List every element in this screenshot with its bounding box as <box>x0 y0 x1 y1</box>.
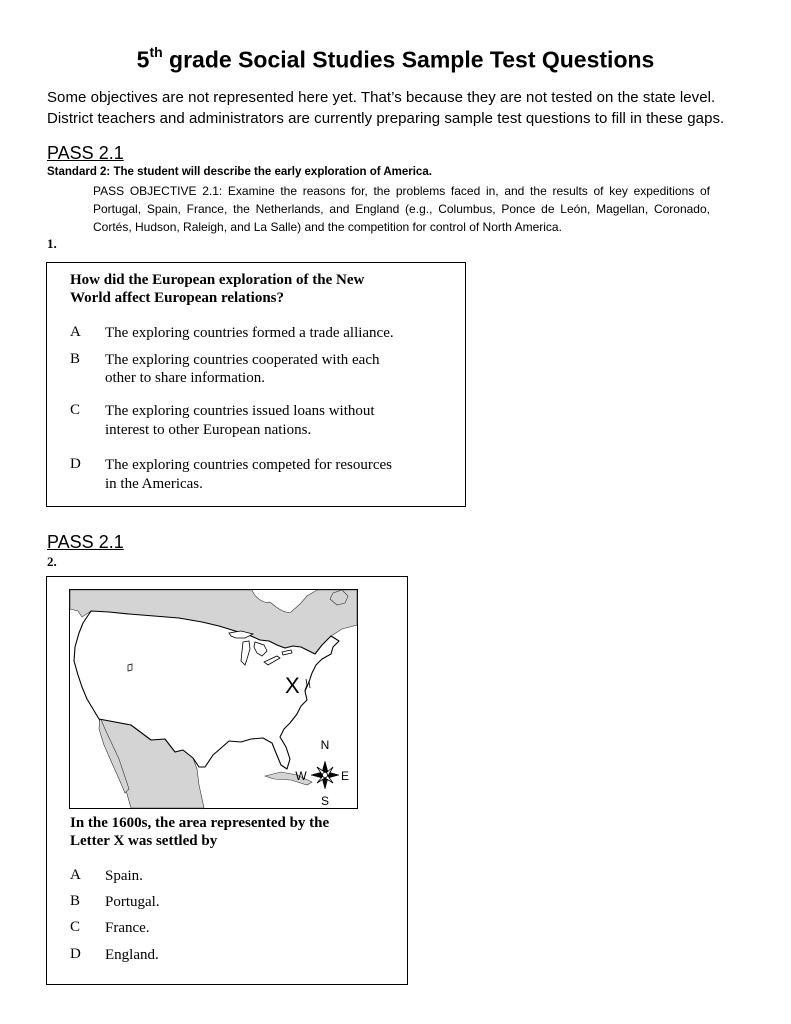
section-heading-pass-1: PASS 2.1 <box>47 143 124 163</box>
title-text: grade Social Studies Sample Test Questions <box>162 46 655 73</box>
question-1-choice-c-letter: C <box>70 402 81 418</box>
question-2-choice-a-text: Spain. <box>105 868 143 884</box>
great-salt-lake <box>128 664 132 671</box>
question-1-choice-c-text-1: The exploring countries issued loans without <box>105 403 375 419</box>
question-2-choice-b-text: Portugal. <box>105 894 160 910</box>
question-1-choice-b-letter: B <box>70 351 81 367</box>
title-grade-superscript: th <box>149 44 163 60</box>
intro-line-2: District teachers and administrators are currently preparing sample test questions to fill in these gaps. <box>47 110 725 127</box>
question-1-choice-a-text: The exploring countries formed a trade alliance. <box>105 325 394 341</box>
compass-south-label: S <box>320 794 330 808</box>
question-1-stem-line-1: How did the European exploration of the New <box>70 272 365 288</box>
question-1-number: 1. <box>47 236 57 251</box>
question-2-choice-c-letter: C <box>70 919 81 935</box>
compass-center <box>322 772 327 777</box>
question-2-choice-a-letter: A <box>70 867 81 883</box>
question-2-choice-d-text: England. <box>105 947 159 963</box>
section-heading-pass-2: PASS 2.1 <box>47 532 124 552</box>
question-2-stem-line-1: In the 1600s, the area represented by the <box>70 815 330 831</box>
compass-west-label: W <box>295 769 307 783</box>
question-1-choice-d-letter: D <box>70 456 81 472</box>
question-1-choice-d-text-2: in the Americas. <box>105 476 203 492</box>
question-1-choice-c-text-2: interest to other European nations. <box>105 422 312 438</box>
intro-line-1: Some objectives are not represented here yet. That’s because they are not tested on the state level. <box>47 89 716 106</box>
map-marker-x: X <box>285 673 300 698</box>
title-grade-number: 5 <box>136 46 150 73</box>
question-2-choice-d-letter: D <box>70 946 81 962</box>
question-1-choice-b-text-2: other to share information. <box>105 370 265 386</box>
question-1-stem-line-2: World affect European relations? <box>70 290 285 306</box>
question-1-choice-a-letter: A <box>70 324 81 340</box>
compass-north-label: N <box>320 738 330 752</box>
question-2-stem-line-2: Letter X was settled by <box>70 833 218 849</box>
question-1-choice-b-text-1: The exploring countries cooperated with each <box>105 352 380 368</box>
question-2-choice-c-text: France. <box>105 920 150 936</box>
standard-statement: Standard 2: The student will describe the early exploration of America. <box>47 166 432 178</box>
page-title <box>0 46 791 74</box>
question-1-choice-d-text-1: The exploring countries competed for resources <box>105 457 392 473</box>
question-2-choice-b-letter: B <box>70 893 81 909</box>
question-2-number: 2. <box>47 554 57 569</box>
compass-east-label: E <box>340 769 350 783</box>
pass-objective: PASS OBJECTIVE 2.1: Examine the reasons for, the problems faced in, and the results of key expeditions of Portugal, Spain, France, the Netherlands, and England (e.g., Columbus, Ponce de León, Magellan, Coronado, Cortés, Hudson, Raleigh, and La Salle) and the competition for control of North America. <box>93 184 710 234</box>
us-map <box>69 589 358 809</box>
